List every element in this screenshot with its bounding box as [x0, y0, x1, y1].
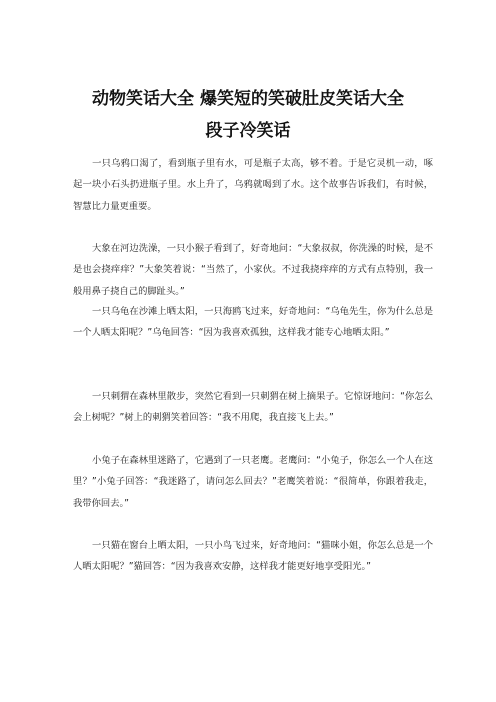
joke-paragraph: [73, 535, 433, 578]
joke-paragraph: [73, 450, 433, 514]
joke-text: 一只猫在窗台上晒太阳，一只小鸟飞过来，好奇地问：“猫咪小姐，你怎么总是一个人晒太阳呢？”猫回答：“因为我喜欢安静，这样我才能更好地享受阳光。”: [73, 540, 433, 573]
joke-text: 一只乌鸦口渴了，看到瓶子里有水，可是瓶子太高，够不着。于是它灵机一动，啄起一块小石头扔进瓶子里。水上升了，乌鸦就喝到了水。这个故事告诉我们，有时候，智慧比力量更重要。: [73, 158, 433, 212]
joke-paragraph: [73, 153, 433, 217]
document-title-line-1: 动物笑话大全 爆笑短的笑破肚皮笑话大全: [92, 89, 404, 109]
joke-paragraph: [73, 386, 433, 429]
document-title-line-2: 段子冷笑话: [205, 121, 291, 141]
joke-text: 大象在河边洗澡，一只小猴子看到了，好奇地问：“大象叔叔，你洗澡的时候，是不是也会挠痒痒？”大象笑着说：“当然了，小家伙。不过我挠痒痒的方式有点特别，我一般用鼻子挠自己的脚趾头。”: [73, 243, 433, 297]
joke-text: 一只刺猬在森林里散步，突然它看到一只刺猬在树上摘果子。它惊讶地问：“你怎么会上树呢？”树上的刺猬笑着回答：“我不用爬，我直接飞上去。”: [73, 391, 433, 424]
joke-paragraph: [73, 301, 433, 344]
joke-paragraph: [73, 238, 433, 302]
joke-text: 小兔子在森林里迷路了，它遇到了一只老鹰。老鹰问：“小兔子，你怎么一个人在这里？”小兔子回答：“我迷路了，请问怎么回去？”老鹰笑着说：“很简单，你跟着我走，我带你回去。”: [73, 455, 433, 509]
joke-text: 一只乌龟在沙滩上晒太阳，一只海鸥飞过来，好奇地问：“乌龟先生，你为什么总是一个人晒太阳呢？”乌龟回答：“因为我喜欢孤独，这样我才能专心地晒太阳。”: [73, 306, 433, 339]
